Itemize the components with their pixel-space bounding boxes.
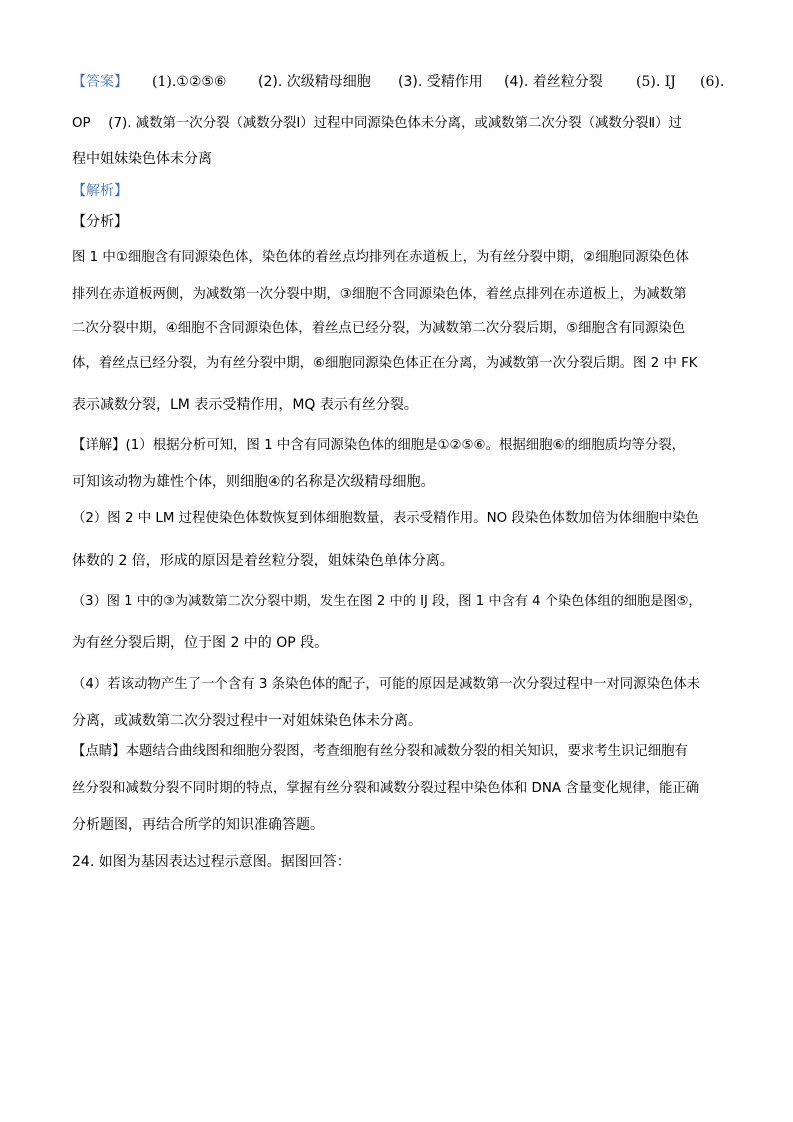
detail-line: 体数的 2 倍，形成的原因是着丝粒分裂，姐妹染色单体分离。 bbox=[72, 553, 454, 569]
answer-line-2: OP (7). 减数第一次分裂（减数分裂Ⅰ）过程中同源染色体未分离，或减数第二次分裂（减数分裂Ⅱ）过 bbox=[72, 116, 682, 131]
answer-row bbox=[72, 73, 725, 91]
answer-item-3: (3). 受精作用 bbox=[398, 74, 483, 90]
answer-tag: 【答案】 bbox=[72, 74, 128, 90]
detail-line: （4）若该动物产生了一个含有 3 条染色体的配子，可能的原因是减数第一次分裂过程中一对同源染色体未 bbox=[72, 677, 701, 692]
fenxi-line: 表示减数分裂，LM 表示受精作用，MQ 表示有丝分裂。 bbox=[72, 397, 418, 413]
dianjing-line-1 bbox=[72, 743, 722, 761]
answer-item-2: (2). 次级精母细胞 bbox=[258, 74, 371, 90]
fenxi-line: 排列在赤道板两侧，为减数第一次分裂中期，③细胞不含同源染色体，着丝点排列在赤道板上，为减数第 bbox=[72, 287, 687, 302]
dianjing-line: 丝分裂和减数分裂不同时期的特点，掌握有丝分裂和减数分裂过程中染色体和 DNA 含量变化规律，能正确 bbox=[72, 781, 700, 796]
fenxi-line: 图 1 中①细胞含有同源染色体，染色体的着丝点均排列在赤道板上，为有丝分裂中期，②细胞同源染色体 bbox=[72, 250, 689, 265]
answer-item-5: (5). IJ bbox=[636, 74, 676, 90]
detail-line: 为有丝分裂后期，位于图 2 中的 OP 段。 bbox=[72, 635, 329, 651]
detail-line: （2）图 2 中 LM 过程使染色体数恢复到体细胞数量，表示受精作用。NO 段染色体数加倍为体细胞中染色 bbox=[72, 511, 699, 526]
question-24: 24. 如图为基因表达过程示意图。据图回答： bbox=[72, 854, 351, 870]
dianjing-text: 本题结合曲线图和细胞分裂图，考查细胞有丝分裂和减数分裂的相关知识，要求考生识记细胞有 bbox=[125, 744, 688, 759]
detail-line: 可知该动物为雄性个体，则细胞④的名称是次级精母细胞。 bbox=[72, 474, 435, 490]
answer-line-3: 程中姐妹染色体未分离 bbox=[72, 151, 212, 167]
fenxi-line: 体，着丝点已经分裂，为有丝分裂中期，⑥细胞同源染色体正在分离，为减数第一次分裂后期。图 2 中 FK bbox=[72, 356, 698, 371]
answer-item-6: (6). bbox=[700, 74, 725, 90]
detail-line: （3）图 1 中的③为减数第二次分裂中期，发生在图 2 中的 IJ 段，图 1 中含有 4 个染色体组的细胞是图⑤， bbox=[72, 594, 702, 609]
fenxi-line: 二次分裂中期，④细胞不含同源染色体，着丝点已经分裂，为减数第二次分裂后期，⑤细胞含有同源染色 bbox=[72, 321, 686, 336]
answer-item-4: (4). 着丝粒分裂 bbox=[504, 74, 603, 90]
detail-line: 分离，或减数第二次分裂过程中一对姐妹染色体未分离。 bbox=[72, 713, 422, 729]
fenxi-tag: 【分析】 bbox=[72, 214, 128, 230]
dianjing-tag: 【点睛】 bbox=[72, 744, 126, 759]
analysis-tag: 【解析】 bbox=[72, 183, 128, 199]
detail-line: 【详解】(1）根据分析可知，图 1 中含有同源染色体的细胞是①②⑤⑥。根据细胞⑥的细胞质均等分裂， bbox=[72, 438, 686, 453]
answer-item-1: (1).①②⑤⑥ bbox=[152, 74, 227, 90]
dianjing-line: 分析题图，再结合所学的知识准确答题。 bbox=[72, 817, 324, 833]
